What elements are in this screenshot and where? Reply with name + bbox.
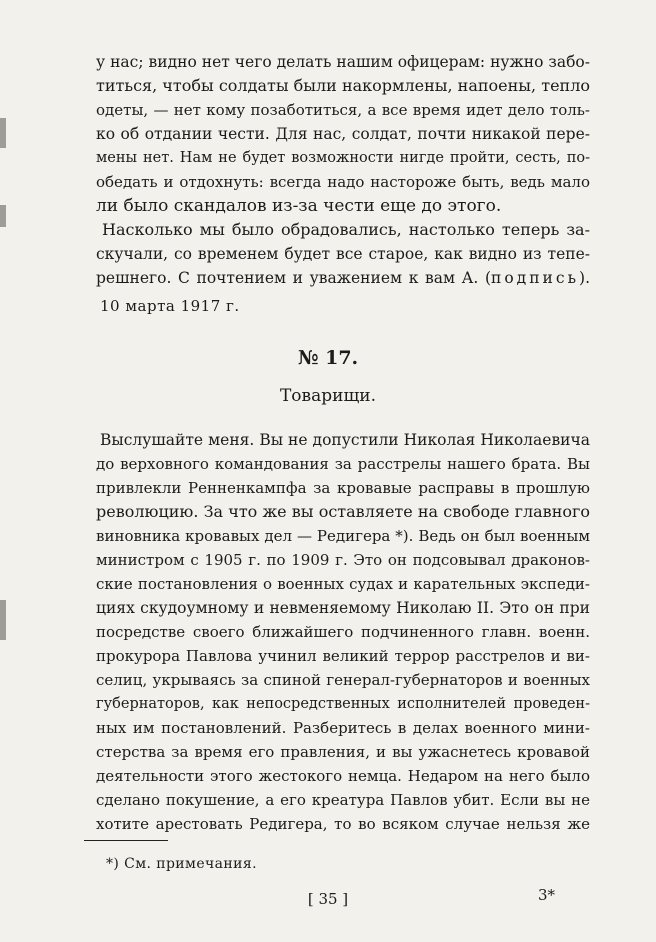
text-line: ных им постановлений. Разберитесь в делах военного мини- bbox=[96, 719, 590, 737]
text-line: до верховного командования за расстрелы нашего брата. Вы bbox=[96, 455, 590, 473]
main-paragraph bbox=[96, 428, 590, 836]
text-line: хотите арестовать Редигера, то во всяком случае нельзя же bbox=[96, 815, 590, 833]
scan-edge-mark bbox=[0, 205, 6, 227]
text-line: губернаторов, как непосредственных исполнителей проведен- bbox=[96, 696, 590, 712]
text-line: Насколько мы было обрадовались, настолько теперь за- bbox=[102, 220, 590, 239]
document-heading: Товарищи. bbox=[279, 386, 377, 406]
text-line: ли было скандалов из-за чести еще до этого. bbox=[96, 196, 502, 216]
text-line: одеты, — нет кому позаботиться, а все время идет дело толь- bbox=[96, 101, 590, 119]
text-line: ские постановления о военных судах и карательных экспеди- bbox=[96, 575, 590, 593]
text-line: решнего. С почтением и уважением к вам А. (подпись). bbox=[96, 269, 590, 287]
text-line: циях скудоумному и невменяемому Николаю II. Это он при bbox=[96, 599, 590, 617]
text-line: виновника кровавых дел — Редигера *). Ведь он был военным bbox=[96, 527, 590, 545]
text-line: революцию. За что же вы оставляете на свободе главного bbox=[96, 502, 590, 521]
text-line: привлекли Ренненкампфа за кровавые расправы в прошлую bbox=[96, 479, 590, 497]
second-paragraph bbox=[96, 218, 590, 290]
text-line: посредстве своего ближайшего подчиненного главн. военн. bbox=[96, 623, 590, 641]
top-paragraph bbox=[96, 50, 590, 218]
text-line: Выслушайте меня. Вы не допустили Николая Николаевича bbox=[100, 431, 590, 449]
letter-date: 10 марта 1917 г. bbox=[100, 297, 240, 315]
footnote: *) См. примечания. bbox=[106, 856, 257, 872]
text-line: сделано покушение, а его креатура Павлов убит. Если вы не bbox=[96, 791, 590, 809]
signature-word: подпись bbox=[491, 269, 580, 287]
text-line: мены нет. Нам не будет возможности нигде пройти, сесть, по- bbox=[96, 150, 590, 166]
text-line: министром с 1905 г. по 1909 г. Это он подсовывал драконов- bbox=[96, 551, 590, 569]
text-line: скучали, со временем будет все старое, как видно из тепе- bbox=[96, 245, 590, 263]
document-number: № 17. bbox=[297, 347, 359, 369]
text-line: стерства за время его правления, и вы ужаснетесь кровавой bbox=[96, 743, 590, 761]
page-number: [ 35 ] bbox=[307, 890, 349, 908]
text-line: титься, чтобы солдаты были накормлены, напоены, тепло bbox=[96, 76, 590, 95]
scan-edge-mark bbox=[0, 118, 6, 148]
text-line: деятельности этого жестокого немца. Недаром на него было bbox=[96, 767, 590, 785]
text-line: у нас; видно нет чего делать нашим офицерам: нужно забо- bbox=[96, 53, 590, 71]
text-line: обедать и отдохнуть: всегда надо настороже быть, ведь мало bbox=[96, 173, 590, 191]
footnote-divider bbox=[84, 840, 168, 841]
text-line: ко об отдании чести. Для нас, солдат, почти никакой пере- bbox=[96, 125, 590, 143]
text-line: селиц, укрываясь за спиной генерал-губернаторов и военных bbox=[96, 671, 590, 689]
signature-mark: 3* bbox=[538, 886, 556, 904]
text-line: прокурора Павлова учинил великий террор расстрелов и ви- bbox=[96, 647, 590, 665]
scan-edge-mark bbox=[0, 600, 6, 640]
